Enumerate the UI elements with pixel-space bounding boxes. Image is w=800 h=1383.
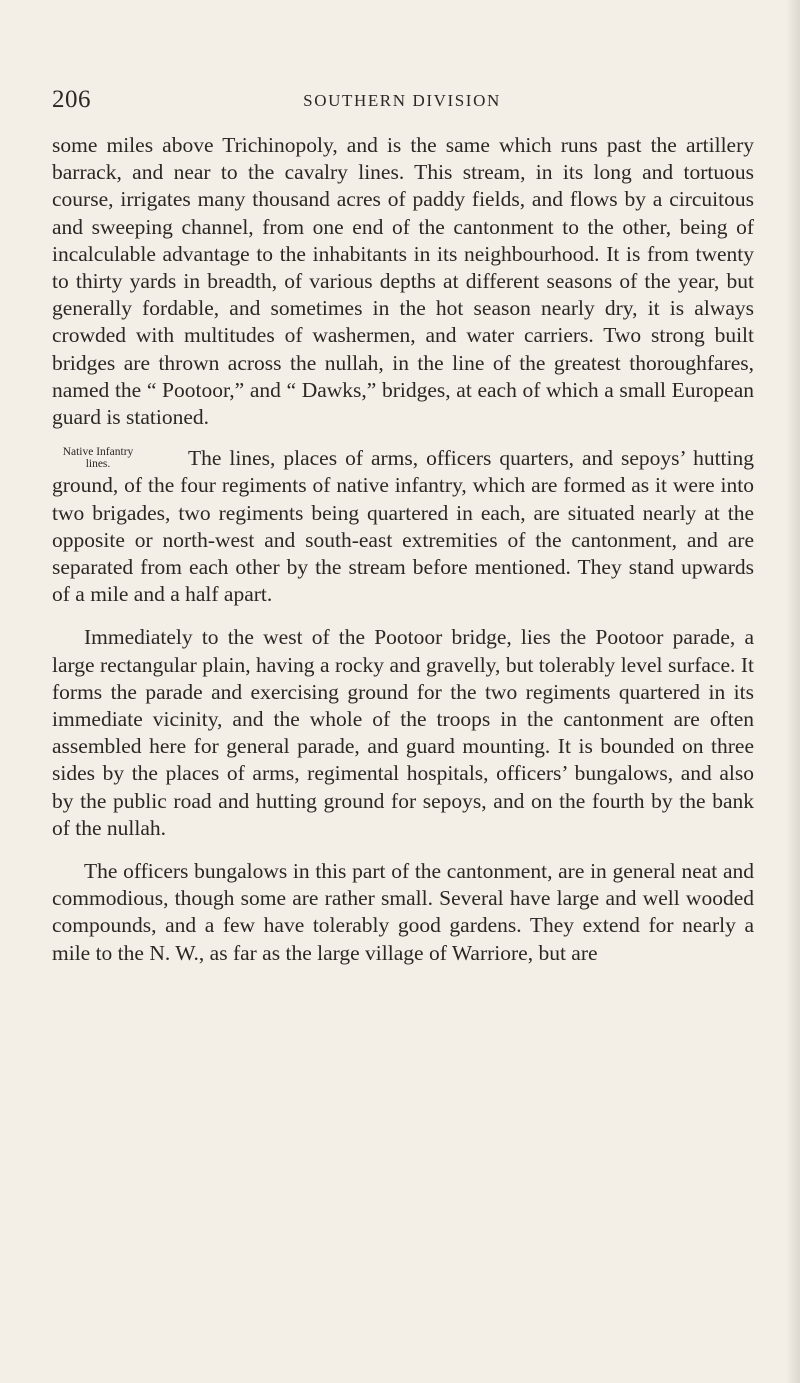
paragraph-continuation: some miles above Trichinopoly, and is the same which runs past the artillery barrack, and near to the cavalry lines. This stream, in its long and tortuous course, irrigates many thousand acres of paddy fields, and flows by a circuitous and sweeping channel, from one end of the cantonment to the other, being of incalculable advantage to the inhabitants in its neighbourhood. It is from twenty to thirty yards in breadth, of various depths at different seasons of the year, but generally fordable, and sometimes in the hot season nearly dry, it is always crowded with multitudes of washermen, and water carriers. Two strong built bridges are thrown across the nullah, in the line of the greatest thoroughfares, named the “ Pootoor,” and “ Dawks,” bridges, at each of which a small European guard is stationed. bbox=[52, 133, 754, 430]
body-text bbox=[52, 132, 754, 967]
page-edge-shadow bbox=[786, 0, 800, 1383]
page-header bbox=[52, 86, 752, 116]
margin-note: Native Infantry lines. bbox=[62, 446, 134, 471]
paragraph-officers-bungalows: The officers bungalows in this part of the cantonment, are in general neat and commodious, though some are rather small. Several have large and well wooded compounds, and a few have tolerably good gardens. They extend for nearly a mile to the N. W., as far as the large village of Warriore, but are bbox=[52, 859, 754, 965]
running-head: SOUTHERN DIVISION bbox=[303, 91, 501, 110]
paragraph-text: The lines, places of arms, officers quarters, and sepoys’ hutting ground, of the four regiments of native infantry, which are formed as it were into two brigades, two regiments being quartered in each, are situated nearly at the opposite or north-west and south-east extremities of the cantonment, and are separated from each other by the stream before mentioned. They stand upwards of a mile and a half apart. bbox=[52, 446, 754, 607]
paragraph-pootoor-parade: Immediately to the west of the Pootoor bridge, lies the Pootoor parade, a large rectangular plain, having a rocky and gravelly, but tolerably level surface. It forms the parade and exercising ground for the two regiments quartered in its immediate vicinity, and the whole of the troops in the cantonment are often assembled here for general parade, and guard mounting. It is bounded on three sides by the places of arms, regimental hospitals, officers’ bungalows, and also by the public road and hutting ground for sepoys, and on the fourth by the bank of the nullah. bbox=[52, 625, 754, 840]
page-number: 206 bbox=[52, 86, 91, 113]
paragraph-native-infantry bbox=[52, 445, 754, 608]
